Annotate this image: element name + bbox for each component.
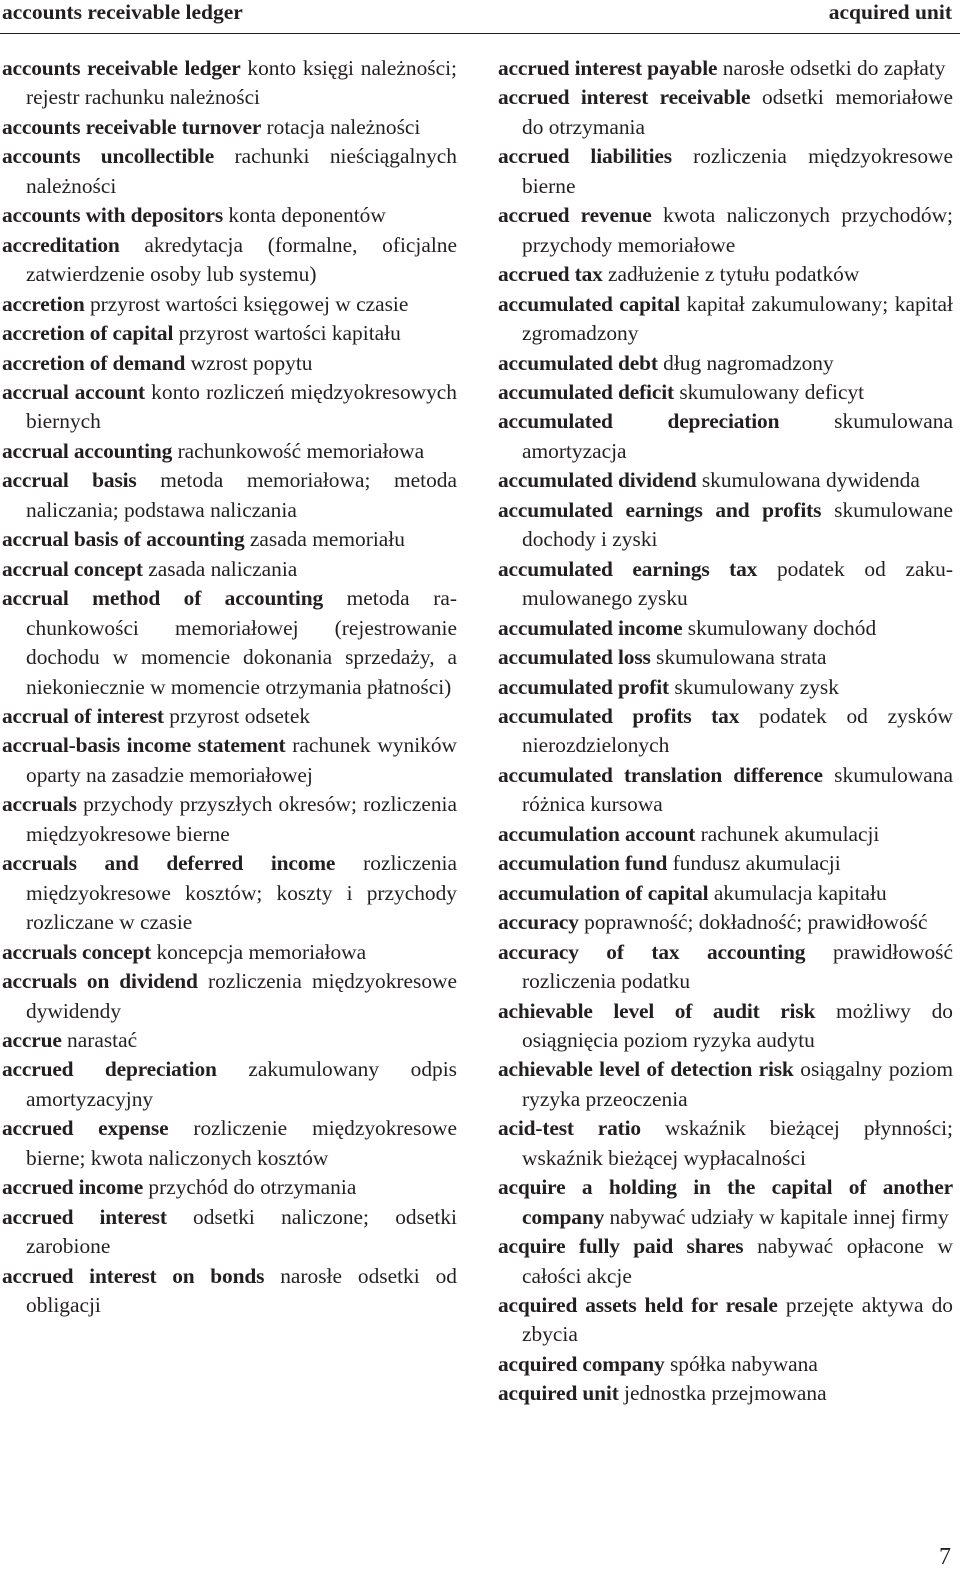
dictionary-entry [498, 1114, 953, 1173]
dictionary-entry [2, 319, 457, 348]
dictionary-entry [2, 938, 457, 967]
entry-term: accrued interest payable [498, 56, 718, 80]
dictionary-entry [2, 349, 457, 378]
dictionary-entry [498, 702, 953, 761]
dictionary-entry [2, 525, 457, 554]
dictionary-entry [2, 54, 457, 113]
entry-term: accrual method of accounting [2, 586, 323, 611]
dictionary-entry [498, 1232, 953, 1291]
dictionary-entry [2, 142, 457, 201]
entry-term: acquired company [498, 1351, 665, 1376]
dictionary-entry [498, 496, 953, 555]
entry-definition: wskaźnik bieżącej płynności; wskaźnik bieżącej wypłacalności [522, 1116, 953, 1170]
entry-term: accumulated dividend [498, 468, 697, 493]
dictionary-entry [498, 54, 953, 83]
entry-definition: przyrost wartości księgowej w czasie [89, 291, 409, 316]
entry-term: accretion of capital [2, 321, 174, 346]
dictionary-entry [2, 437, 457, 466]
dictionary-entry [498, 290, 953, 349]
entry-definition: rozliczenia międzyokresowe kosztów; koszty i przychody rozliczane w czasie [26, 851, 457, 935]
entry-definition: narastać [67, 1027, 138, 1052]
dictionary-entry [2, 1114, 457, 1173]
entry-term: accumulated profits tax [498, 703, 740, 728]
entry-term: accrued tax [498, 262, 603, 287]
entry-term: achievable level of audit risk [498, 998, 816, 1023]
dictionary-entry [498, 407, 953, 466]
dictionary-entry [498, 643, 953, 672]
entry-term: accrued interest [2, 1204, 167, 1229]
dictionary-entry [498, 879, 953, 908]
entry-definition: nabywać udziały w kapitale innej firmy [609, 1204, 949, 1229]
entry-definition: narosłe odsetki od obligacji [26, 1263, 457, 1318]
dictionary-entry [498, 1173, 953, 1232]
entry-definition: fundusz akumulacji [672, 851, 841, 876]
dictionary-entry [2, 466, 457, 525]
entry-definition: odsetki naliczone; odsetki zarobione [26, 1204, 457, 1259]
entry-term: accruals [2, 792, 77, 817]
entry-definition: nabywać opłacone w całości akcje [522, 1234, 953, 1288]
entry-term: accrued interest receivable [498, 85, 751, 110]
dictionary-entry [498, 201, 953, 260]
dictionary-entry [498, 908, 953, 937]
entry-term: accretion [2, 291, 85, 316]
entry-definition: prawidłowość rozliczenia podatku [522, 939, 953, 994]
entry-term: accumulated deficit [498, 379, 674, 404]
entry-term: accumulated debt [498, 350, 658, 375]
dictionary-entry [498, 1379, 953, 1408]
entry-term: accrual-basis income statement [2, 733, 286, 758]
entry-definition: przyrost odsetek [169, 703, 311, 728]
running-head [0, 0, 960, 34]
entry-definition: odsetki memoriałowe do otrzymania [522, 85, 953, 139]
entry-definition: kapitał zakumulowany; kapitał zgromadzony [522, 291, 953, 346]
dictionary-entry [2, 1055, 457, 1114]
dictionary-entry [2, 849, 457, 937]
entry-term: accumulation of capital [498, 880, 709, 905]
entry-definition: akredytacja (formalne, oficjalne zatwierdzenie osoby lub systemu) [26, 232, 457, 287]
entry-term: accuracy [498, 910, 579, 935]
dictionary-entry [498, 142, 953, 201]
entry-term: accrued income [2, 1175, 144, 1200]
entry-definition: przejęte aktywa do zbycia [522, 1293, 953, 1347]
entry-term: achievable level of detection risk [498, 1057, 794, 1082]
entry-term: accounts receivable turnover [2, 114, 262, 139]
entry-definition: zadłużenie z tytułu podatków [608, 262, 860, 287]
entry-definition: zakumulowany odpis amortyzacyjny [26, 1057, 457, 1111]
entry-definition: przychód do otrzymania [148, 1175, 357, 1200]
entry-term: accreditation [2, 232, 120, 257]
dictionary-entry [498, 1291, 953, 1350]
entry-term: accruals concept [2, 939, 152, 964]
entry-definition: metoda memoriałowa; metoda naliczania; podstawa naliczania [26, 468, 457, 522]
dictionary-entry [498, 997, 953, 1056]
entry-definition: konta deponentów [228, 203, 386, 228]
entry-term: accrued revenue [498, 203, 652, 228]
dictionary-entry [498, 555, 953, 614]
entry-definition: rachunek akumulacji [700, 821, 880, 846]
entry-definition: skumulowana dywidenda [701, 468, 920, 493]
running-head-last-entry: acquired unit [828, 0, 952, 24]
entry-definition: rachunki nieściągalnych należności [26, 144, 457, 198]
entry-term: accounts receivable ledger [2, 56, 241, 80]
entry-term: acquire fully paid shares [498, 1234, 744, 1259]
entry-term: acquire a holding in the capital of another company [498, 1175, 953, 1229]
entry-definition: dług nagromadzony [663, 350, 834, 375]
entry-term: accretion of demand [2, 350, 186, 375]
entry-definition: skumulowana strata [656, 645, 827, 670]
entry-definition: poprawność; dokładność; prawidłowość [584, 910, 928, 935]
entry-definition: skumulowany dochód [687, 615, 877, 640]
entry-definition: jednostka przejmowana [624, 1381, 827, 1406]
entry-definition: skumulowany deficyt [679, 379, 865, 404]
dictionary-entry [498, 260, 953, 289]
page-number: 7 [939, 1544, 951, 1570]
dictionary-entry [498, 673, 953, 702]
entry-term: accumulated income [498, 615, 683, 640]
entry-definition: przyrost wartości kapitału [178, 321, 401, 346]
dictionary-entry [498, 349, 953, 378]
dictionary-entry [2, 790, 457, 849]
entry-term: accumulated profit [498, 674, 669, 699]
entry-definition: zasada memoriału [249, 527, 405, 552]
entry-definition: podatek od zakumulowanego zysku [522, 556, 953, 611]
entry-term: accrual basis of accounting [2, 527, 245, 552]
dictionary-entry [2, 231, 457, 290]
entry-term: accumulated depreciation [498, 409, 780, 434]
entry-definition: możliwy do osiągnięcia poziom ryzyka audytu [522, 998, 953, 1052]
dictionary-entry [2, 1262, 457, 1321]
entry-term: accumulated earnings and profits [498, 497, 822, 522]
running-head-first-entry: accounts receivable ledger [2, 0, 243, 24]
entry-term: acquired assets held for resale [498, 1293, 778, 1318]
dictionary-entry [498, 1055, 953, 1114]
entry-term: accrual concept [2, 556, 143, 581]
dictionary-entry [498, 761, 953, 820]
entry-definition: rachunek wyników oparty na zasadzie memoriałowej [26, 733, 457, 787]
entry-term: accrued interest on bonds [2, 1263, 265, 1288]
entry-definition: konto księgi należności; rejestr rachunku należności [26, 56, 457, 110]
entry-term: accrued depreciation [2, 1057, 217, 1082]
entry-term: accounts with depositors [2, 203, 224, 228]
dictionary-entry [2, 290, 457, 319]
dictionary-entry [2, 378, 457, 437]
entry-definition: wzrost popytu [190, 350, 313, 375]
entry-term: acquired unit [498, 1381, 619, 1406]
left-column [2, 54, 457, 1320]
entry-definition: skumulowane dochody i zyski [522, 497, 953, 552]
entry-definition: przychody przyszłych okresów; rozliczenia międzyokresowe bierne [26, 792, 457, 846]
entry-definition: rozliczenia międzyokresowe dywidendy [26, 969, 457, 1023]
dictionary-entry [498, 1350, 953, 1379]
entry-definition: podatek od zysków nierozdzielonych [522, 703, 953, 758]
entry-term: accrue [2, 1027, 62, 1052]
entry-definition: osiągalny poziom ryzyka przeoczenia [522, 1057, 953, 1111]
dictionary-entry [498, 614, 953, 643]
entry-term: accumulated loss [498, 645, 651, 670]
dictionary-entry [498, 83, 953, 142]
entry-definition: rozliczenie międzyokresowe bierne; kwota naliczonych kosztów [26, 1116, 457, 1170]
entry-definition: koncepcja memoriałowa [156, 939, 367, 964]
dictionary-entry [2, 113, 457, 142]
entry-term: accrued liabilities [498, 144, 672, 169]
dictionary-entry [2, 1203, 457, 1262]
entry-term: accrued expense [2, 1116, 169, 1141]
entry-definition: skumulowany zysk [674, 674, 839, 699]
entry-term: accrual accounting [2, 438, 173, 463]
entry-term: accrual of interest [2, 703, 164, 728]
dictionary-entry [2, 1173, 457, 1202]
dictionary-entry [2, 731, 457, 790]
entry-term: accumulation account [498, 821, 696, 846]
dictionary-entry [2, 555, 457, 584]
entry-definition: skumulowana amortyzacja [522, 409, 953, 463]
dictionary-entry [2, 702, 457, 731]
entry-term: accumulated earnings tax [498, 556, 758, 581]
entry-term: accounts uncollectible [2, 144, 215, 169]
entry-definition: rotacja należności [266, 114, 421, 139]
dictionary-entry [498, 938, 953, 997]
dictionary-entry [498, 378, 953, 407]
entry-term: accruals on dividend [2, 969, 198, 994]
entry-term: accruals and deferred income [2, 851, 336, 876]
entry-term: accumulated capital [498, 291, 681, 316]
entry-term: accuracy of tax accounting [498, 939, 806, 964]
dictionary-entry [498, 466, 953, 495]
right-column [498, 54, 953, 1409]
entry-definition: narosłe odsetki do zapłaty [722, 56, 946, 80]
entry-definition: skumulowana różnica kursowa [522, 762, 953, 817]
entry-term: accumulated translation difference [498, 762, 823, 787]
entry-term: accumulation fund [498, 851, 668, 876]
entry-definition: spółka nabywana [669, 1351, 818, 1376]
dictionary-entry [2, 1026, 457, 1055]
entry-definition: zasada naliczania [148, 556, 298, 581]
entry-definition: akumulacja kapitału [713, 880, 887, 905]
dictionary-entry [498, 820, 953, 849]
entry-definition: metoda rachunkowości memoriałowej (rejestrowanie dochodu w momencie dokonania sprzedaży, a niekoniecznie w momencie otrzymania płatności) [26, 586, 457, 699]
dictionary-entry [2, 967, 457, 1026]
entry-term: acid-test ratio [498, 1116, 641, 1141]
dictionary-entry [498, 849, 953, 878]
dictionary-entry [2, 201, 457, 230]
entry-definition: konto rozliczeń międzyokresowych biernych [26, 379, 457, 434]
entry-definition: kwota naliczonych przychodów; przychody memoriałowe [522, 203, 953, 257]
dictionary-entry [2, 584, 457, 702]
entry-definition: rozliczenia międzyokresowe bierne [522, 144, 953, 198]
entry-term: accrual account [2, 379, 145, 404]
entry-term: accrual basis [2, 468, 137, 493]
entry-definition: rachunkowość memoriałowa [177, 438, 425, 463]
